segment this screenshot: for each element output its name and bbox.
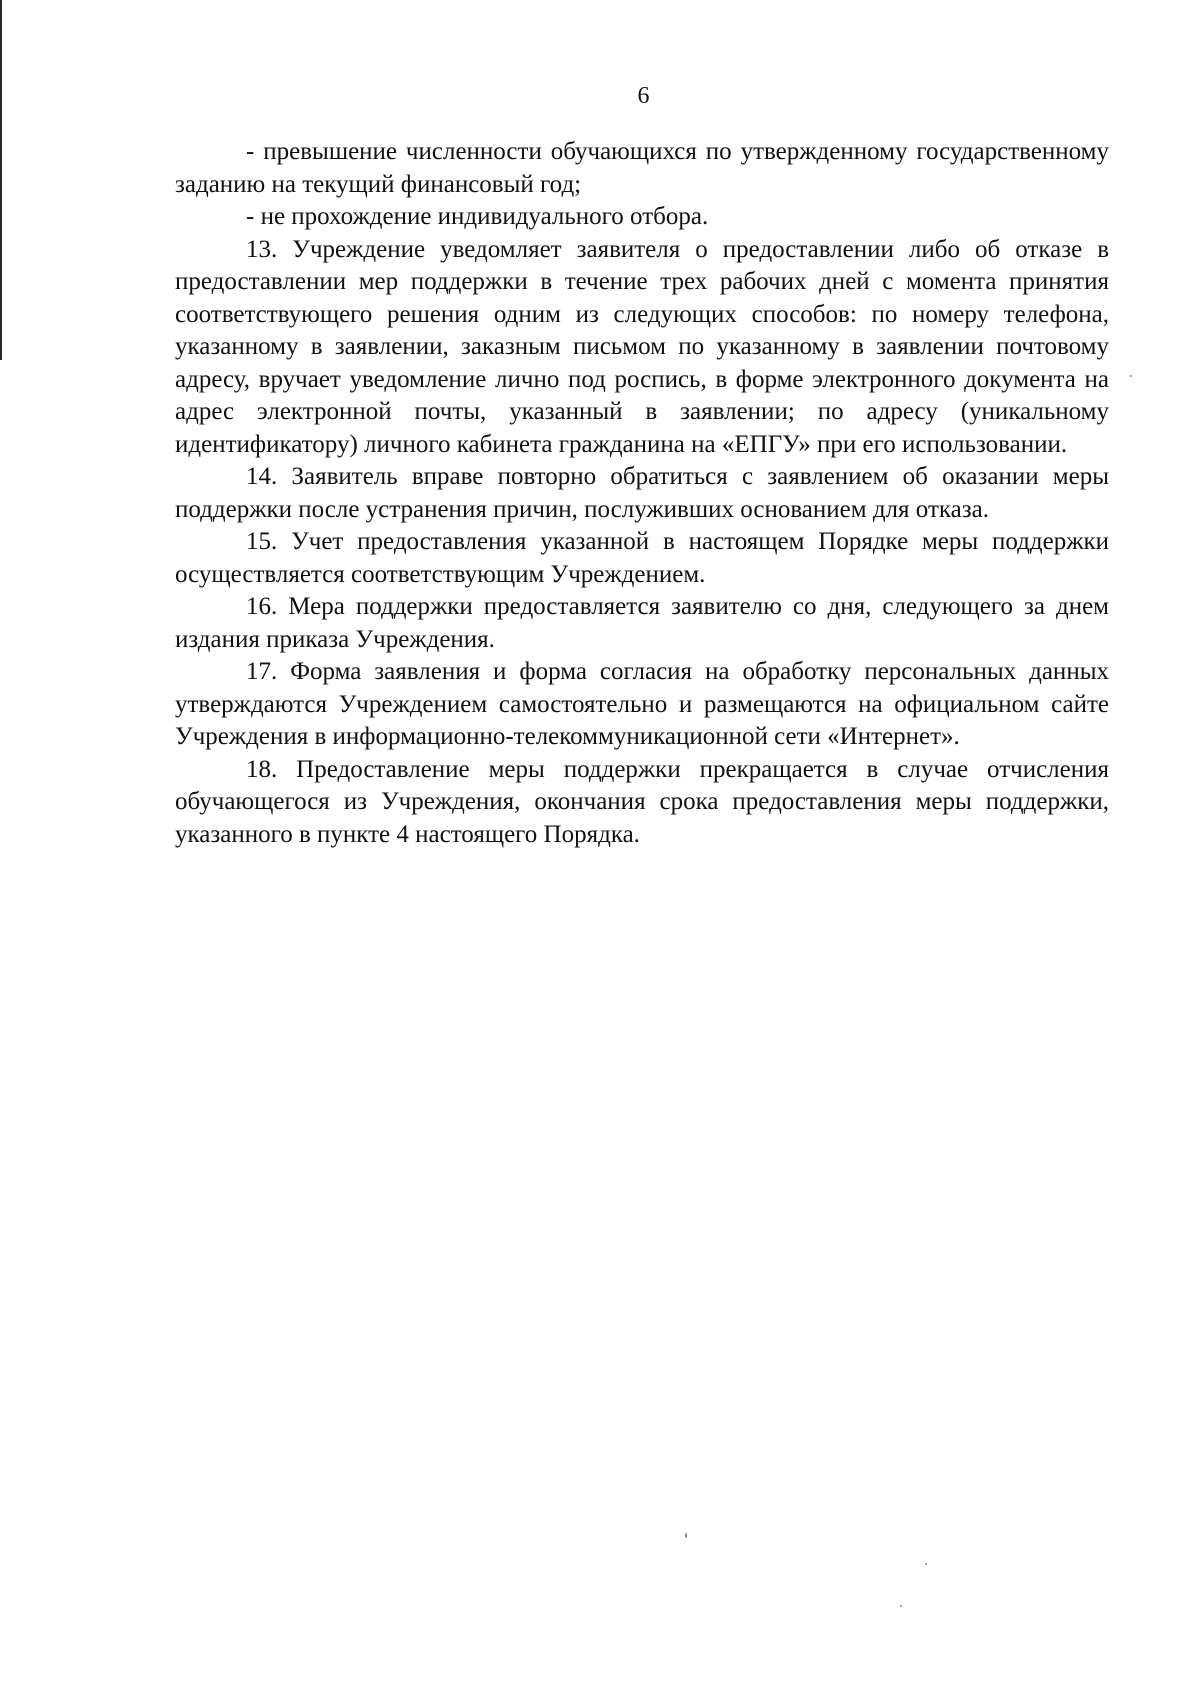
paragraph-list-item-no-selection: - не прохождение индивидуального отбора. (246, 203, 709, 230)
paragraph-17-forms: 17. Форма заявления и форма согласия на обработку персональных данных утверждаются Учреждением самостоятельно и размещаются на официальном сайте Учреждения в информационно-телекоммуникационной сети «Интернет». (175, 658, 1109, 750)
paragraph-14-reapply: 14. Заявитель вправе повторно обратиться с заявлением об оказании меры поддержки после устранения причин, послуживших основанием для отказа. (175, 463, 1109, 523)
paragraph-list-item-excess-students: - превышение численности обучающихся по утвержденному государственному заданию на текущий финансовый год; (175, 138, 1109, 198)
scan-edge-line (0, 0, 2, 360)
document-body (175, 136, 1109, 851)
scan-speck (1130, 375, 1132, 377)
paragraph-13-notification: 13. Учреждение уведомляет заявителя о предоставлении либо об отказе в предоставлении мер поддержки в течение трех рабочих дней с момента принятия соответствующего решения одним из следующих способов: по номеру телефона, указанному в заявлении, заказным письмом по указанному в заявлении почтовому адресу, вручает уведомление лично под роспись, в форме электронного документа на адрес электронной почты, указанный в заявлении; по адресу (уникальному идентификатору) личного кабинета гражданина на «ЕПГУ» при его использовании. (175, 235, 1109, 458)
paragraph-16-start-date: 16. Мера поддержки предоставляется заявителю со дня, следующего за днем издания приказа Учреждения. (175, 593, 1109, 653)
scan-speck (685, 1533, 687, 1538)
paragraph-15-accounting: 15. Учет предоставления указанной в настоящем Порядке меры поддержки осуществляется соответствующим Учреждением. (175, 528, 1109, 588)
scan-speck (925, 1563, 927, 1565)
scan-speck (900, 1605, 902, 1607)
page-number: 6 (637, 83, 650, 109)
paragraph-18-termination: 18. Предоставление меры поддержки прекращается в случае отчисления обучающегося из Учреждения, окончания срока предоставления меры поддержки, указанного в пункте 4 настоящего Порядка. (175, 755, 1109, 848)
